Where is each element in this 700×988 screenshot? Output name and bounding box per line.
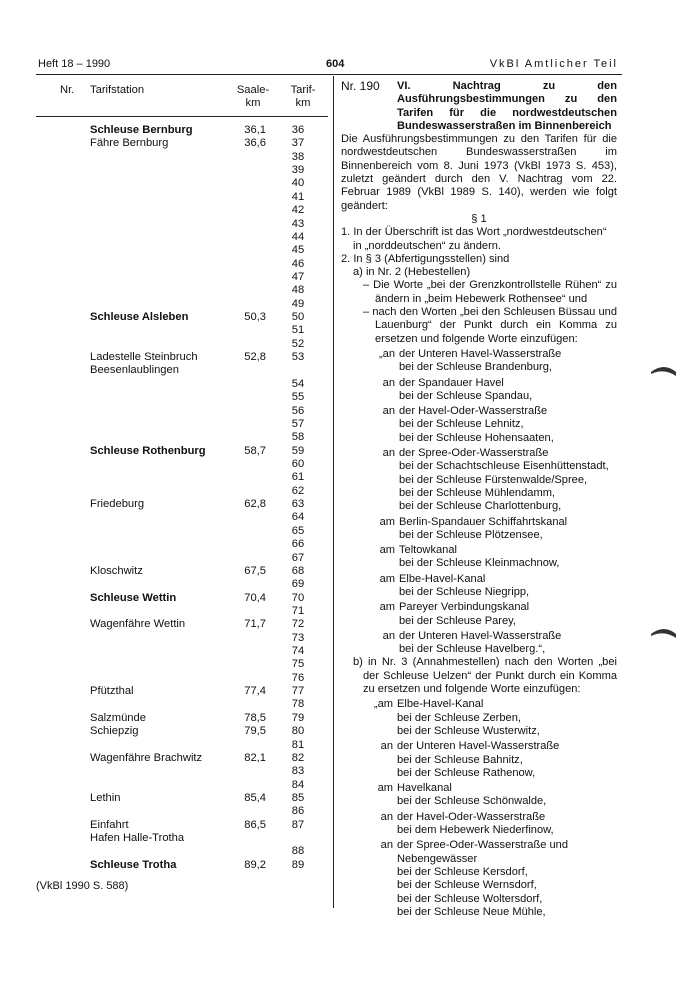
- tarif-km-cell: 40: [291, 177, 305, 190]
- station-cell: Kloschwitz: [90, 564, 143, 577]
- table-row: [36, 765, 328, 778]
- table-row: [36, 378, 328, 391]
- table-row: [36, 538, 328, 551]
- item-2a-dash-2: – nach den Worten „bei den Schleusen Büssau und Lauenburg“ der Punkt durch ein Komma zu ersetzen und folgende Worte einzufügen:: [363, 306, 617, 345]
- tarif-km-cell: 44: [291, 230, 305, 243]
- lock-location: bei dem Hebewerk Niederfinow,: [397, 824, 554, 837]
- location-prefix: am: [379, 544, 395, 557]
- table-row: [36, 124, 328, 137]
- table-row: [36, 578, 328, 591]
- location-prefix: an: [382, 405, 395, 418]
- table-row: [36, 739, 328, 752]
- lock-location: bei der Schleuse Bahnitz,: [397, 753, 523, 766]
- station-cell: Ladestelle Steinbruch: [90, 351, 198, 364]
- km-cell: 50,3: [244, 311, 266, 324]
- km-cell: 82,1: [244, 751, 266, 764]
- location-prefix: am: [377, 782, 393, 795]
- tarif-km-cell: 62: [291, 484, 305, 497]
- waterway-name: der Spandauer Havel: [399, 376, 504, 389]
- table-row: [36, 177, 328, 190]
- tarif-km-cell: 55: [291, 391, 305, 404]
- item-2b: b) in Nr. 3 (Annahmestellen) nach den Worten „bei der Schleuse Uelzen“ der Punkt durch ein Komma zu ersetzen und folgende Worte einzufügen:: [353, 656, 617, 696]
- tarif-km-cell: 59: [291, 444, 305, 457]
- table-row: [36, 418, 328, 431]
- location-prefix: an: [380, 839, 393, 852]
- km-cell: 36,6: [244, 137, 266, 150]
- tarif-km-cell: 39: [291, 164, 305, 177]
- item-2a: a) in Nr. 2 (Hebestellen): [353, 266, 471, 279]
- waterway-name: der Unteren Havel-Wasserstraße: [399, 347, 562, 360]
- waterway-name: Pareyer Verbindungskanal: [399, 601, 530, 614]
- tarif-km-cell: 85: [291, 792, 305, 804]
- station-cell: Schiepzig: [90, 725, 139, 738]
- tarif-km-cell: 56: [291, 404, 305, 417]
- station-cell: Friedeburg: [90, 498, 145, 511]
- km-cell: 70,4: [244, 591, 266, 604]
- tarif-km-cell: 67: [291, 551, 305, 564]
- lock-location: bei der Schleuse Parey,: [399, 614, 516, 627]
- tarif-km-cell: 86: [291, 805, 305, 818]
- station-cell: Wagenfähre Brachwitz: [90, 751, 203, 764]
- km-cell: 77,4: [244, 685, 266, 698]
- waterway-name: der Havel-Oder-Wasserstraße: [399, 405, 548, 418]
- tarif-km-cell: 66: [291, 538, 305, 551]
- lock-location: bei der Schleuse Zerben,: [397, 711, 521, 724]
- km-cell: 58,7: [244, 444, 266, 457]
- table-row: [36, 364, 328, 377]
- section-marker: § 1: [471, 212, 487, 225]
- table-row: [36, 271, 328, 284]
- table-row: [36, 324, 328, 337]
- tarif-km-cell: 51: [291, 324, 305, 337]
- article-number: Nr. 190: [341, 79, 380, 93]
- table-row: [36, 752, 328, 765]
- table-row: [36, 471, 328, 484]
- location-entry: [341, 377, 617, 404]
- tarif-km-cell: 87: [291, 818, 305, 831]
- station-cell: Schleuse Rothenburg: [90, 444, 206, 457]
- table-row: [36, 164, 328, 177]
- lock-location: bei der Schleuse Kersdorf,: [397, 865, 528, 878]
- table-row: [36, 151, 328, 164]
- tarif-km-cell: 84: [291, 778, 305, 791]
- table-header-rule: [36, 116, 328, 117]
- item-2a-dash-1: – Die Worte „bei der Grenzkontrollstelle Rühen“ zu ändern in „beim Hebewerk Rothensee“ und: [363, 279, 617, 305]
- tarif-km-cell: 52: [291, 337, 305, 350]
- lock-location: bei der Schleuse Lehnitz,: [399, 418, 524, 431]
- waterway-name: Elbe-Havel-Kanal: [397, 698, 484, 711]
- table-row: [36, 485, 328, 498]
- station-cell: Lethin: [90, 792, 121, 804]
- table-row: [36, 351, 328, 364]
- tarif-km-cell: 79: [291, 711, 305, 724]
- km-cell: 86,5: [244, 818, 266, 831]
- tarif-km-cell: 46: [291, 257, 305, 270]
- table-row: [36, 618, 328, 631]
- location-prefix: an: [382, 447, 395, 460]
- table-row: [36, 725, 328, 738]
- tarif-km-cell: 83: [291, 765, 305, 778]
- tarif-km-cell: 70: [291, 591, 305, 604]
- tarif-km-cell: 63: [291, 498, 305, 511]
- tarif-km-cell: 81: [291, 738, 305, 751]
- table-row: [36, 779, 328, 792]
- tarif-km-cell: 76: [291, 671, 305, 684]
- column-divider: [333, 76, 334, 908]
- column-header-station: Tarifstation: [90, 84, 145, 96]
- station-cell: Schleuse Bernburg: [90, 124, 193, 136]
- station-cell: Fähre Bernburg: [90, 137, 169, 150]
- table-row: [36, 672, 328, 685]
- page-header-left: Heft 18 – 1990: [38, 58, 111, 70]
- station-cell: Schleuse Alsleben: [90, 311, 189, 324]
- table-row: [36, 204, 328, 217]
- location-entry: [341, 839, 617, 919]
- waterway-name: der Unteren Havel-Wasserstraße: [399, 629, 562, 642]
- table-row: [36, 244, 328, 257]
- page-number: 604: [326, 58, 345, 70]
- tarif-km-cell: 41: [291, 190, 305, 203]
- waterway-name: Teltowkanal: [399, 544, 457, 557]
- table-row: [36, 698, 328, 711]
- header-rule: [36, 74, 622, 75]
- location-prefix: „am: [373, 698, 393, 711]
- lock-location: bei der Schleuse Fürstenwalde/Spree,: [399, 473, 588, 486]
- table-row: [36, 498, 328, 511]
- lock-location: bei der Schachtschleuse Eisenhüttenstadt,: [399, 460, 609, 473]
- footnote: (VkBl 1990 S. 588): [36, 880, 129, 892]
- location-entry: [341, 516, 617, 543]
- km-cell: 71,7: [244, 618, 266, 631]
- table-row: [36, 458, 328, 471]
- tarif-km-cell: 72: [291, 618, 305, 631]
- column-header-tarif: Tarif- km: [290, 84, 316, 109]
- margin-mark: [650, 364, 678, 378]
- item-2: 2. In § 3 (Abfertigungsstellen) sind: [341, 252, 510, 265]
- article-title: VI. Nachtrag zu den Ausführungsbestimmungen zu den Tarifen für die nordwestdeutschen Bundeswasserstraßen im Binnenbereich: [397, 80, 617, 132]
- tarif-km-cell: 65: [291, 524, 305, 537]
- table-row: [36, 819, 328, 832]
- article-intro: Die Ausführungsbestimmungen zu den Tarifen für die nordwestdeutschen Bundeswasserstraßen im Binnenbereich vom 8. Juni 1973 (VkBl 1973 S. 453), zuletzt geändert durch den V. Nachtrag vom 22. Februar 1989 (VkBl 1989 S. 140), werden wie folgt geändert:: [341, 133, 617, 212]
- table-row: [36, 445, 328, 458]
- tarif-km-cell: 60: [291, 458, 305, 470]
- waterway-name: der Havel-Oder-Wasserstraße: [397, 810, 546, 823]
- table-row: [36, 137, 328, 150]
- location-prefix: am: [379, 515, 395, 528]
- waterway-name: der Unteren Havel-Wasserstraße: [397, 740, 560, 753]
- table-row: [36, 552, 328, 565]
- lock-location: bei der Schleuse Charlottenburg,: [399, 500, 562, 513]
- table-row: [36, 632, 328, 645]
- lock-location: bei der Schleuse Wusterwitz,: [397, 724, 540, 737]
- lock-location: bei der Schleuse Hohensaaten,: [399, 431, 554, 444]
- lock-location: bei der Schleuse Mühlendamm,: [399, 486, 556, 499]
- tarif-km-cell: 47: [291, 270, 305, 283]
- location-entry: [341, 782, 617, 809]
- location-entry: [341, 630, 617, 657]
- waterway-name: Berlin-Spandauer Schiffahrtskanal: [399, 515, 568, 528]
- table-row: [36, 284, 328, 297]
- table-row: [36, 338, 328, 351]
- tarif-km-cell: 54: [291, 377, 305, 390]
- table-row: [36, 605, 328, 618]
- tarif-km-cell: 61: [291, 471, 305, 484]
- station-cell: Wagenfähre Wettin: [90, 618, 186, 631]
- tarif-km-cell: 88: [291, 845, 305, 858]
- table-row: [36, 218, 328, 231]
- location-prefix: an: [380, 740, 393, 753]
- waterway-name: der Spree-Oder-Wasserstraße: [399, 447, 549, 460]
- lock-location: bei der Schleuse Niegripp,: [399, 585, 530, 598]
- waterway-name: der Spree-Oder-Wasserstraße und Nebengewässer: [397, 839, 568, 865]
- lock-location: bei der Schleuse Schönwalde,: [397, 795, 547, 808]
- tarif-km-cell: 37: [291, 137, 305, 150]
- table-row: [36, 712, 328, 725]
- km-cell: 79,5: [244, 725, 266, 738]
- tarif-km-cell: 48: [291, 284, 305, 297]
- page-header-right: VkBl Amtlicher Teil: [489, 58, 618, 70]
- km-cell: 89,2: [244, 858, 266, 871]
- item-1: 1. In der Überschrift ist das Wort „nordwestdeutschen“ in „norddeutschen“ zu ändern.: [341, 226, 607, 252]
- tarif-km-cell: 43: [291, 217, 305, 230]
- column-header-km: Saale- km: [236, 84, 270, 109]
- article: [341, 80, 617, 919]
- table-row: [36, 391, 328, 404]
- table-row: [36, 645, 328, 658]
- location-prefix: „an: [378, 347, 395, 360]
- table-row: [36, 511, 328, 524]
- location-list-a: [341, 348, 617, 657]
- tarif-km-cell: 75: [291, 658, 305, 671]
- lock-location: bei der Schleuse Rathenow,: [397, 766, 536, 779]
- tarif-km-cell: 74: [291, 645, 305, 658]
- tarif-km-cell: 45: [291, 244, 305, 257]
- station-cell: Einfahrt: [90, 818, 129, 831]
- tarif-km-cell: 38: [291, 150, 305, 163]
- location-entry: [341, 405, 617, 445]
- tarif-km-cell: 73: [291, 631, 305, 644]
- table-row: [36, 191, 328, 204]
- lock-location: bei der Schleuse Spandau,: [399, 389, 533, 402]
- table-row: [36, 859, 328, 872]
- location-prefix: an: [380, 810, 393, 823]
- location-entry: [341, 698, 617, 738]
- km-cell: 85,4: [244, 792, 266, 804]
- tarif-km-cell: 64: [291, 511, 305, 524]
- location-entry: [341, 811, 617, 838]
- tarif-km-cell: 69: [291, 578, 305, 591]
- margin-mark: [650, 626, 678, 640]
- lock-location: bei der Schleuse Havelberg.“,: [399, 643, 546, 656]
- station-cell: Pfützthal: [90, 685, 134, 698]
- table-row: [36, 405, 328, 418]
- lock-location: bei der Schleuse Woltersdorf,: [397, 892, 543, 905]
- station-cell: Beesenlaublingen: [90, 364, 179, 377]
- tarif-km-cell: 71: [291, 604, 305, 617]
- table-row: [36, 592, 328, 605]
- waterway-name: Elbe-Havel-Kanal: [399, 572, 486, 585]
- table-row: [36, 258, 328, 271]
- station-cell: Schleuse Trotha: [90, 858, 177, 871]
- km-cell: 78,5: [244, 711, 266, 724]
- km-cell: 62,8: [244, 498, 266, 511]
- waterway-name: Havelkanal: [397, 782, 452, 795]
- table-row: [36, 565, 328, 578]
- tarif-km-cell: 68: [291, 564, 305, 577]
- location-list-b: [341, 698, 617, 919]
- tarif-km-cell: 53: [291, 351, 305, 364]
- location-entry: [341, 544, 617, 571]
- tarif-km-cell: 42: [291, 204, 305, 217]
- table-row: [36, 311, 328, 324]
- table-row: [36, 298, 328, 311]
- table-row: [36, 231, 328, 244]
- table-row: [36, 805, 328, 818]
- km-cell: 67,5: [244, 564, 266, 577]
- column-header-nr: Nr.: [60, 84, 75, 96]
- lock-location: bei der Schleuse Kleinmachnow,: [399, 557, 560, 570]
- location-prefix: an: [382, 629, 395, 642]
- table-row: [36, 658, 328, 671]
- location-entry: [341, 740, 617, 780]
- tarif-km-cell: 57: [291, 417, 305, 430]
- table-row: [36, 431, 328, 444]
- tarif-km-cell: 58: [291, 431, 305, 444]
- tarif-km-cell: 78: [291, 698, 305, 711]
- lock-location: bei der Schleuse Wernsdorf,: [397, 879, 537, 892]
- km-cell: 52,8: [244, 351, 266, 364]
- tarif-km-cell: 77: [291, 685, 305, 698]
- lock-location: bei der Schleuse Plötzensee,: [399, 528, 543, 541]
- table-row: [36, 685, 328, 698]
- tarif-km-cell: 82: [291, 751, 305, 764]
- location-entry: [341, 573, 617, 600]
- location-entry: [341, 447, 617, 513]
- km-cell: 36,1: [244, 124, 266, 136]
- station-cell: Hafen Halle-Trotha: [90, 832, 185, 845]
- tarif-km-cell: 50: [291, 311, 305, 324]
- location-prefix: am: [379, 572, 395, 585]
- tarif-km-cell: 49: [291, 297, 305, 310]
- tarif-km-cell: 36: [291, 124, 305, 136]
- tarif-km-cell: 80: [291, 725, 305, 738]
- table-row: [36, 845, 328, 858]
- station-cell: Schleuse Wettin: [90, 591, 177, 604]
- station-cell: Salzmünde: [90, 711, 146, 724]
- table-row: [36, 832, 328, 845]
- lock-location: bei der Schleuse Neue Mühle,: [397, 905, 546, 918]
- article-heading: [341, 80, 617, 133]
- location-prefix: an: [382, 376, 395, 389]
- table-row: [36, 792, 328, 805]
- lock-location: bei der Schleuse Brandenburg,: [399, 361, 552, 374]
- location-prefix: am: [379, 601, 395, 614]
- location-entry: [341, 601, 617, 628]
- table-row: [36, 525, 328, 538]
- tarif-km-cell: 89: [291, 858, 305, 871]
- location-entry: [341, 348, 617, 375]
